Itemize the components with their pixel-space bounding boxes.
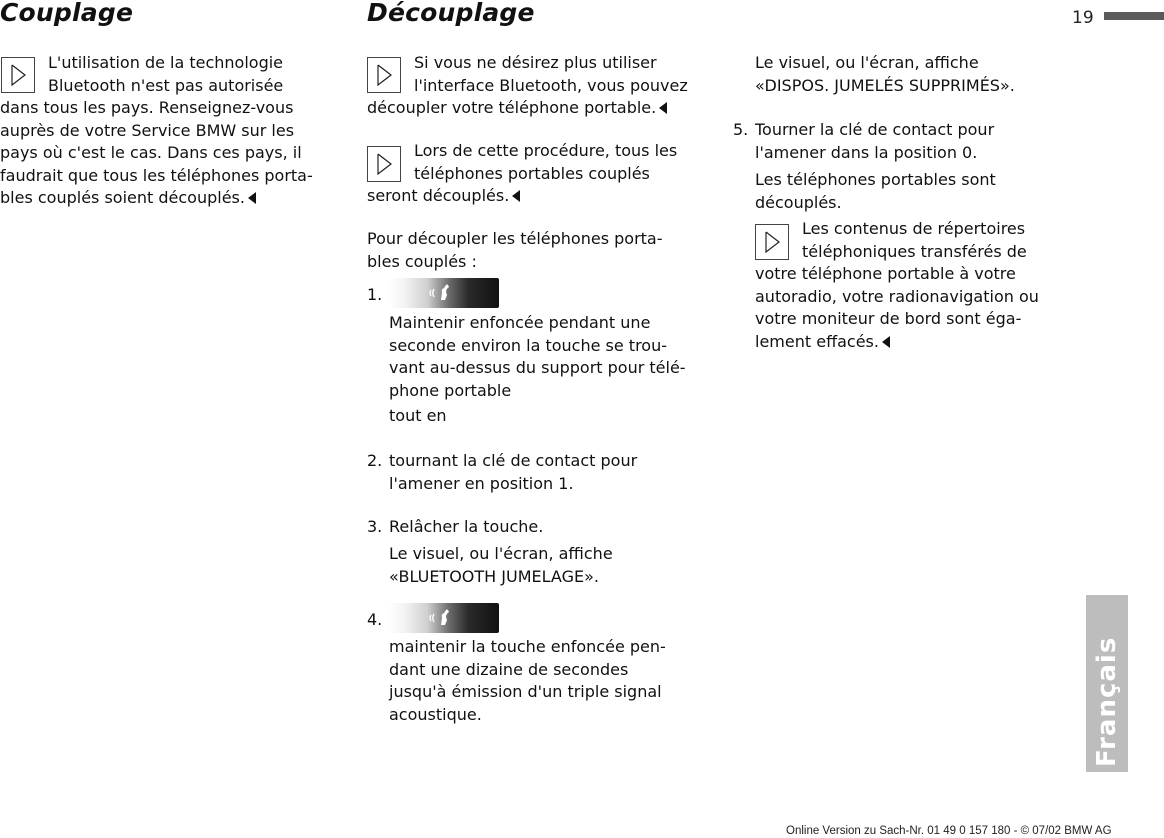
note-text: lement effacés.	[755, 331, 879, 351]
step-number: 5.	[733, 120, 749, 139]
step-line: seconde environ la touche se trou-	[389, 335, 668, 355]
note-line: L'utilisation de la technologie	[48, 53, 284, 72]
phone-talk-button-icon	[389, 603, 499, 633]
note-triangle-icon	[367, 146, 401, 182]
note-line: pays où c'est le cas. Dans ces pays, il	[0, 143, 302, 162]
step-number: 3.	[367, 517, 383, 536]
note-line: Lors de cette procédure, tous les	[414, 141, 678, 160]
page-number-bar	[1104, 12, 1164, 20]
note-triangle-icon	[1, 57, 35, 93]
right-text-line: découplés.	[755, 192, 842, 212]
intro-line: Pour découpler les téléphones porta-	[367, 229, 663, 248]
note-line: Si vous ne désirez plus utiliser	[414, 53, 657, 72]
step-line: l'amener dans la position 0.	[755, 142, 978, 162]
note-line-last	[0, 187, 256, 210]
step-line: Relâcher la touche.	[389, 517, 544, 536]
right-text-line: Le visuel, ou l'écran, affiche	[755, 53, 979, 72]
end-mark-icon	[659, 102, 667, 114]
note-line: Les contenus de répertoires	[802, 219, 1026, 238]
step-line: tout en	[389, 406, 447, 425]
right-text-line: Les téléphones portables sont	[755, 170, 996, 189]
note-line: autoradio, votre radionavigation ou	[755, 286, 1039, 306]
note-line-last	[367, 185, 520, 208]
display-message: «BLUETOOTH JUMELAGE».	[389, 566, 599, 586]
note-text: bles couplés soient découplés.	[0, 188, 245, 207]
step-line: Le visuel, ou l'écran, affiche	[389, 544, 613, 563]
step-line: Tourner la clé de contact pour	[755, 120, 995, 139]
step-line: l'amener en position 1.	[389, 473, 574, 493]
step-number: 1.	[367, 285, 383, 304]
step-line: dant une dizaine de secondes	[389, 659, 629, 679]
step-line: jusqu'à émission d'un triple signal	[389, 682, 662, 701]
note-line: l'interface Bluetooth, vous pouvez	[414, 75, 688, 95]
step-line: vant au-dessus du support pour télé-	[389, 358, 686, 377]
step-line: phone portable	[389, 380, 512, 400]
end-mark-icon	[512, 190, 520, 202]
note-line: téléphoniques transférés de	[802, 241, 1027, 261]
step-number: 2.	[367, 451, 383, 470]
step-line: Maintenir enfoncée pendant une	[389, 313, 651, 332]
section-heading-couplage: Couplage	[0, 0, 134, 27]
note-line: votre moniteur de bord sont éga-	[755, 309, 1022, 328]
note-line: dans tous les pays. Renseignez-vous	[0, 98, 294, 117]
display-message: «DISPOS. JUMELÉS SUPPRIMÉS».	[755, 75, 1015, 95]
note-text: découpler votre téléphone portable.	[367, 98, 657, 117]
note-line: faudrait que tous les téléphones porta-	[0, 165, 313, 185]
note-line-last	[755, 331, 890, 354]
end-mark-icon	[248, 192, 256, 204]
note-line: votre téléphone portable à votre	[755, 264, 1016, 283]
step-line: acoustique.	[389, 704, 482, 724]
end-mark-icon	[882, 336, 890, 348]
note-triangle-icon	[755, 224, 789, 260]
step-line: maintenir la touche enfoncée pen-	[389, 637, 666, 656]
footer-note: Online Version zu Sach-Nr. 01 49 0 157 180 - © 07/02 BMW AG	[786, 825, 1112, 837]
note-text: seront découplés.	[367, 186, 510, 205]
note-line: auprès de votre Service BMW sur les	[0, 120, 295, 140]
note-line: téléphones portables couplés	[414, 163, 650, 183]
step-number: 4.	[367, 610, 383, 629]
intro-line: bles couplés :	[367, 251, 477, 271]
language-side-tab	[1086, 595, 1128, 772]
note-triangle-icon	[367, 57, 401, 93]
note-line-last	[367, 97, 667, 120]
phone-talk-button-icon	[389, 278, 499, 308]
language-label: Français	[1092, 636, 1122, 767]
note-line: Bluetooth n'est pas autorisée	[48, 75, 284, 95]
page-number: 19	[1072, 8, 1094, 28]
section-heading-decouplage: Découplage	[367, 0, 535, 27]
step-line: tournant la clé de contact pour	[389, 451, 638, 470]
